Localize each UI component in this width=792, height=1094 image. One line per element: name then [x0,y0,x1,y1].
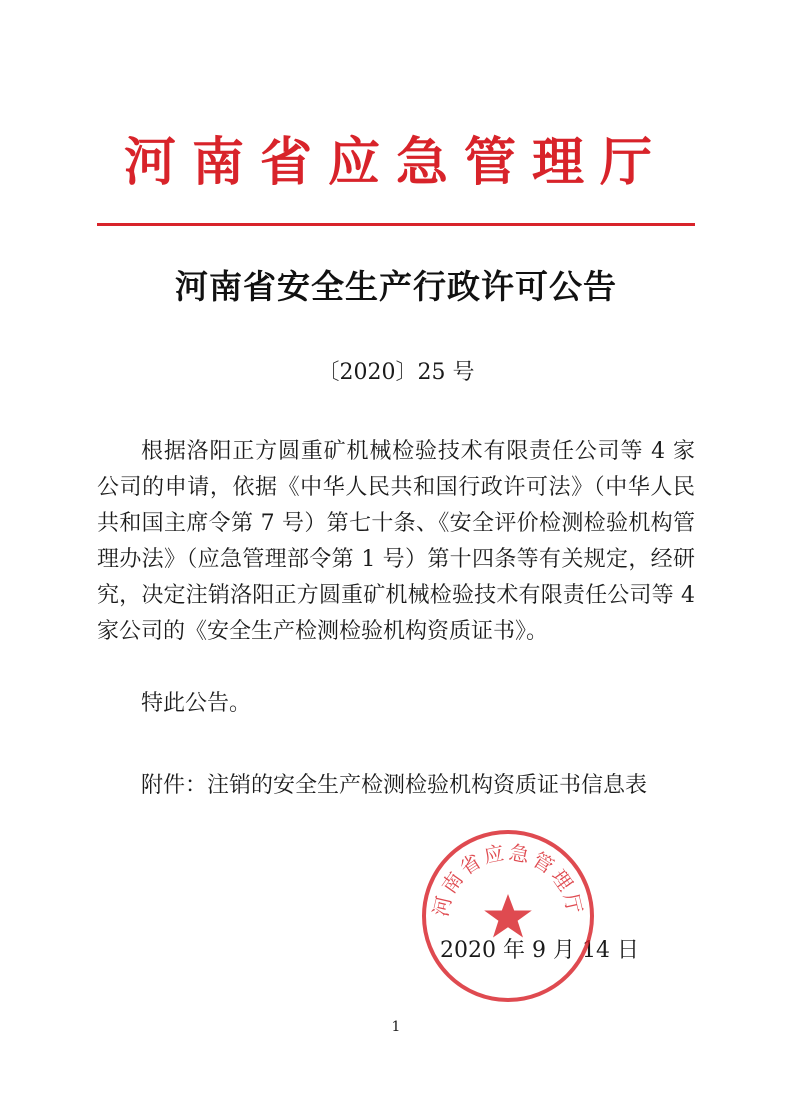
main-paragraph: 根据洛阳正方圆重矿机械检验技术有限责任公司等 4 家公司的申请，依据《中华人民共和国行政许可法》（中华人民共和国主席令第 7 号）第七十条、《安全评价检测检验机构管理办法》（应急管理部令第 1 号）第十四条等有关规定，经研究，决定注销洛阳正方圆重矿机械检验技术有限责任公司等 4 家公司的《安全生产检测检验机构资质证书》。 [97,439,695,644]
official-seal [420,828,596,1004]
seal-text: 河南省应急管理厅 [428,840,588,919]
document-number: 〔2020〕25 号 [317,360,475,385]
document-title: 河南省安全生产行政许可公告 [175,267,617,306]
notice-paragraph: 特此公告。 [141,691,252,716]
star-icon [484,894,532,938]
attachment-line: 附件：注销的安全生产检测检验机构资质证书信息表 [141,773,648,798]
red-divider-line [97,223,695,226]
issuing-authority-header: 河南省应急管理厅 [123,132,668,193]
issue-date: 2020 年 9 月 14 日 [440,938,639,963]
page-number: 1 [391,1019,401,1035]
